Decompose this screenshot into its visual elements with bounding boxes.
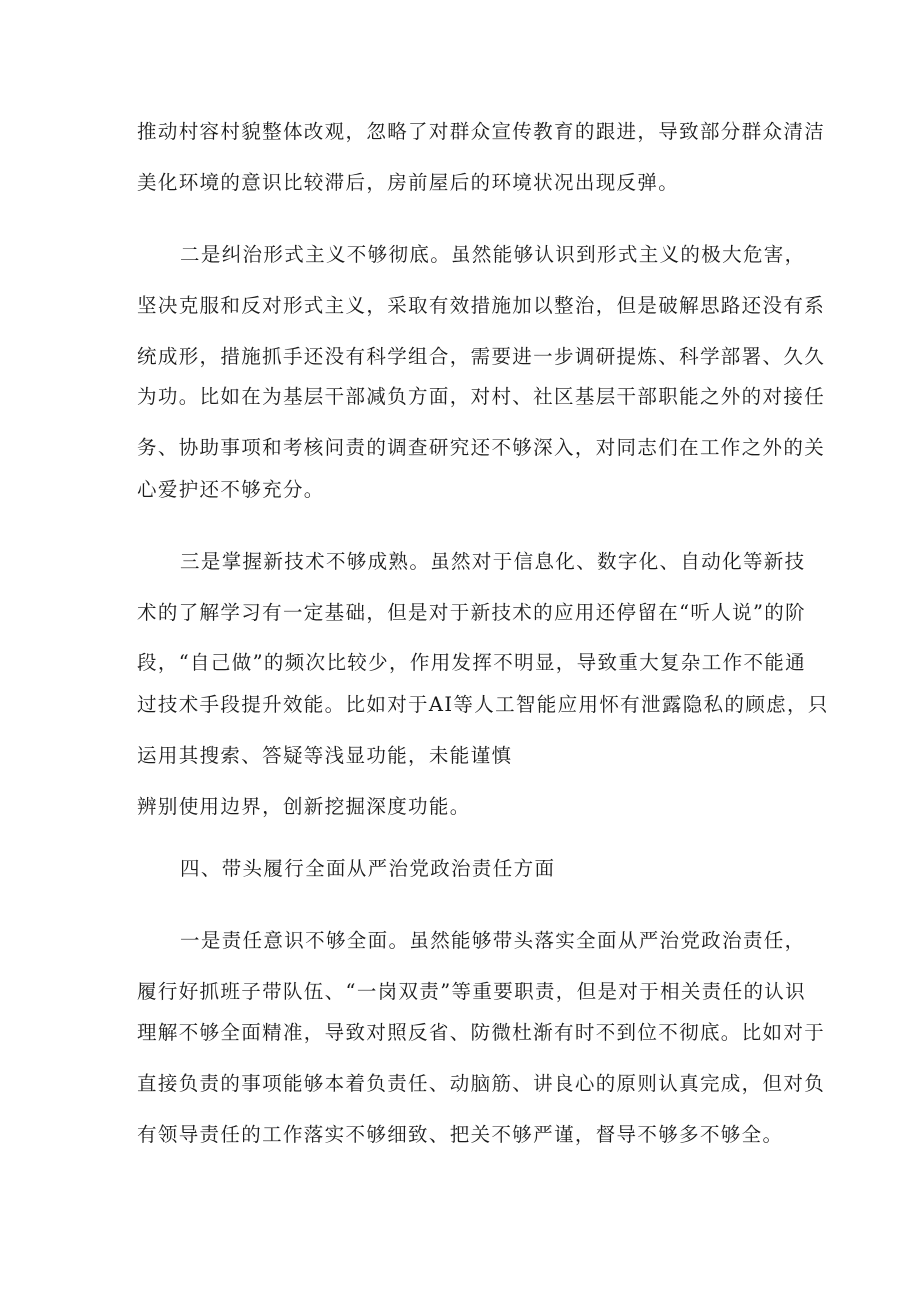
- paragraph-2-line-3: 统成形，措施抓手还没有科学组合，需要进一步调研提炼、科学部署、久久: [137, 345, 826, 368]
- paragraph-2-line-4: 为功。比如在为基层干部减负方面，对村、社区基层干部职能之外的对接任: [137, 385, 826, 408]
- paragraph-3-line-5: 运用其搜索、答疑等浅显功能，未能谨慎: [137, 744, 513, 767]
- paragraph-3-line-3: 段，“自己做”的频次比较少，作用发挥不明显，导致重大复杂工作不能通: [137, 651, 806, 674]
- paragraph-5-line-2: 履行好抓班子带队伍、“一岗双责”等重要职责，但是对于相关责任的认识: [137, 980, 806, 1003]
- paragraph-5-line-3: 理解不够全面精准，导致对照反省、防微杜渐有时不到位不彻底。比如对于: [137, 1021, 826, 1044]
- paragraph-1-line-1: 推动村容村貌整体改观，忽略了对群众宣传教育的跟进，导致部分群众清洁: [137, 120, 826, 143]
- paragraph-5-line-1: 一是责任意识不够全面。虽然能够带头落实全面从严治党政治责任，: [180, 929, 806, 952]
- paragraph-5-line-5: 有领导责任的工作落实不够细致、把关不够严谨，督导不够多不够全。: [137, 1123, 784, 1146]
- paragraph-3-line-4: 过技术手段提升效能。比如对于AI等人工智能应用怀有泄露隐私的顾虑，只: [137, 693, 829, 716]
- paragraph-5-line-4: 直接负责的事项能够本着负责任、动脑筋、讲良心的原则认真完成，但对负: [137, 1072, 826, 1095]
- paragraph-3-line-1: 三是掌握新技术不够成熟。虽然对于信息化、数字化、自动化等新技: [180, 550, 806, 573]
- paragraph-2-line-6: 心爱护还不够充分。: [137, 478, 325, 501]
- paragraph-2-line-5: 务、协助事项和考核问责的调查研究还不够深入，对同志们在工作之外的关: [137, 436, 826, 459]
- paragraph-2-line-2: 坚决克服和反对形式主义，采取有效措施加以整治，但是破解思路还没有系: [137, 294, 826, 317]
- paragraph-1-line-2: 美化环境的意识比较滞后，房前屋后的环境状况出现反弹。: [137, 171, 680, 194]
- paragraph-2-line-1: 二是纠治形式主义不够彻底。虽然能够认识到形式主义的极大危害，: [180, 243, 806, 266]
- paragraph-3-line-2: 术的了解学习有一定基础，但是对于新技术的应用还停留在“听人说”的阶: [137, 601, 806, 624]
- paragraph-3-line-6: 辨别使用边界，创新挖掘深度功能。: [137, 795, 471, 818]
- section-heading: 四、带头履行全面从严治党政治责任方面: [180, 857, 556, 880]
